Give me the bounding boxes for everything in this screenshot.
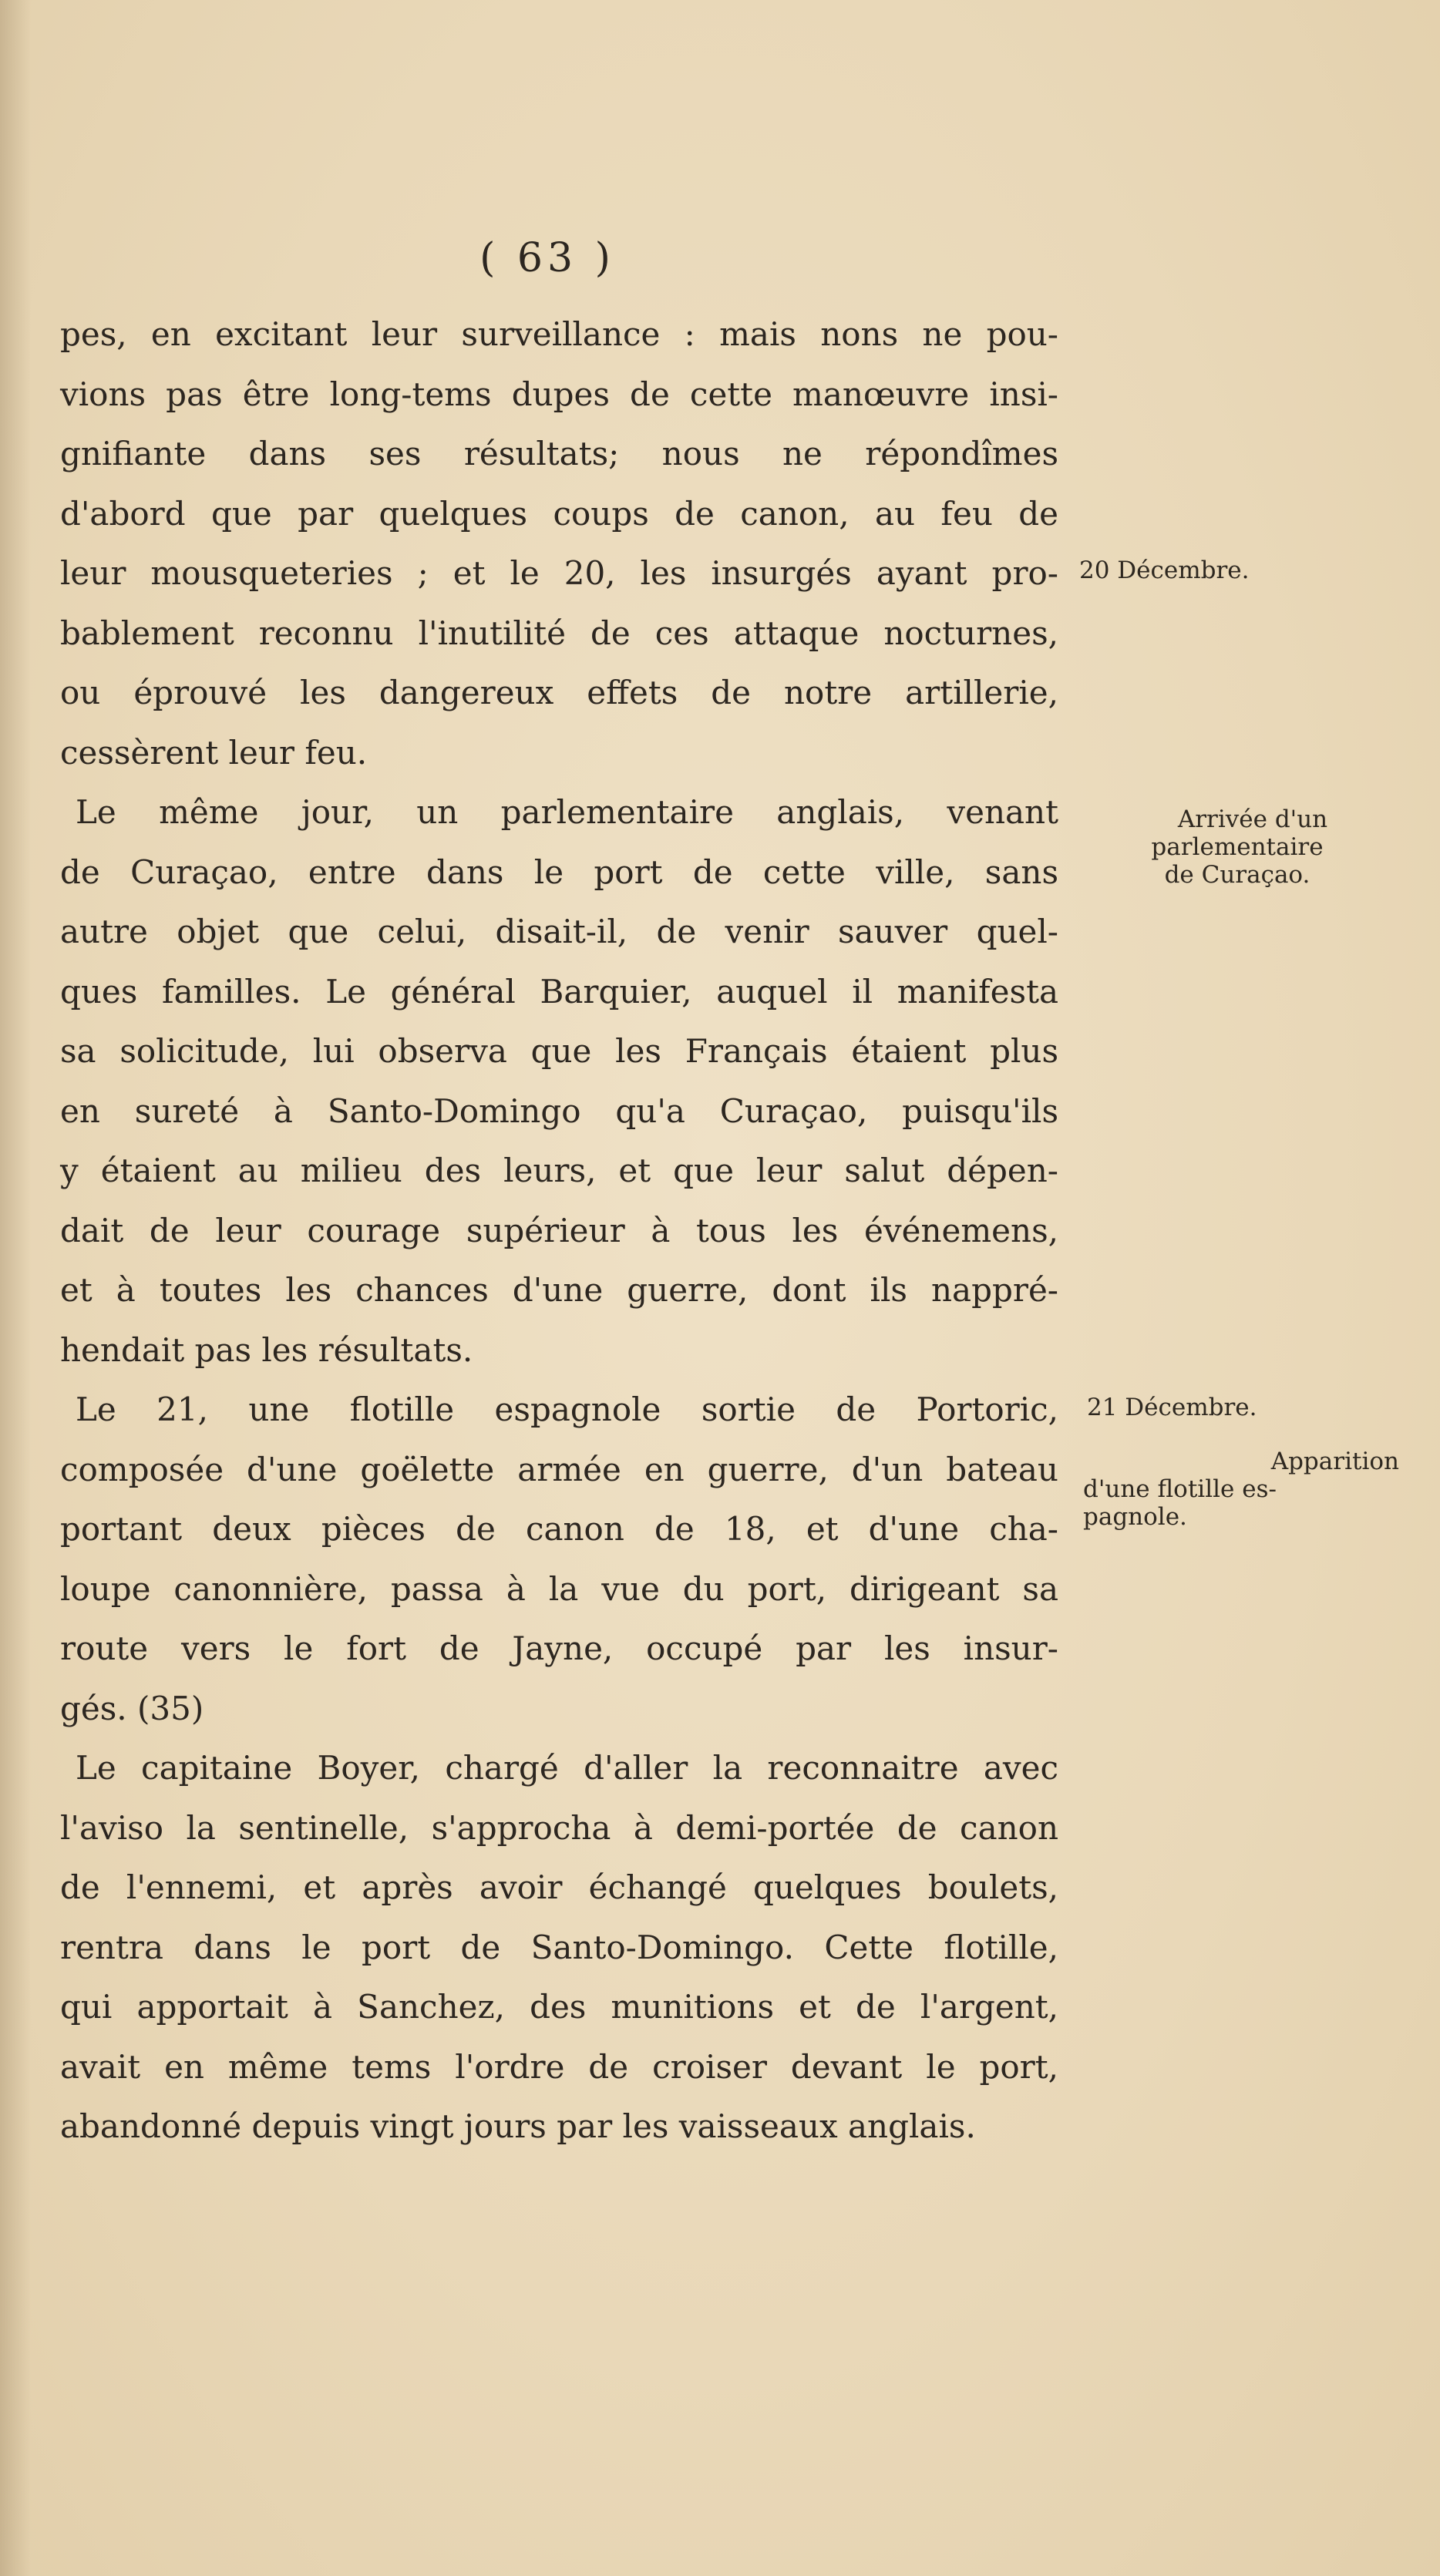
margin-note-text: de Curaçao. [1164,861,1310,889]
text-line: Le 21, une flotille espagnole sortie de Portoric, [76,1391,1058,1428]
page-number-header: ( 63 ) [479,235,615,281]
text-line: pes, en excitant leur surveillance : mais nons ne pou- [60,315,1058,353]
margin-note-arrivee [1075,805,1399,889]
text-line: composée d'une goëlette armée en guerre, d'un bateau [60,1450,1058,1488]
margin-note-date-21 [1087,1394,1411,1421]
margin-note-text: parlementaire [1151,833,1324,861]
text-line: d'abord que par quelques coups de canon, au feu de [60,494,1058,533]
margin-note-text: Apparition [1270,1448,1399,1475]
text-line: cessèrent leur feu. [60,733,368,772]
text-line: portant deux pièces de canon de 18, et d'une cha- [60,1510,1058,1548]
text-line: Le capitaine Boyer, chargé d'aller la reconnaitre avec [76,1749,1058,1787]
text-line: bablement reconnu l'inutilité de ces attaque nocturnes, [60,614,1058,652]
text-line: ou éprouvé les dangereux effets de notre artillerie, [60,674,1058,711]
text-line: y étaient au milieu des leurs, et que leur salut dépen- [60,1152,1058,1189]
margin-note-date-20 [1079,557,1403,584]
text-line: autre objet que celui, disait-il, de venir sauver quel- [60,913,1058,950]
binding-shadow [0,0,31,2576]
text-line: en sureté à Santo-Domingo qu'a Curaçao, puisqu'ils [60,1091,1058,1130]
text-line: vions pas être long-tems dupes de cette manœuvre insi- [60,375,1058,413]
text-line: Le même jour, un parlementaire anglais, venant [76,793,1058,831]
margin-note-text: Arrivée d'un [1177,805,1328,833]
margin-note-apparition [1075,1448,1399,1531]
text-line: qui apportait à Sanchez, des munitions et de l'argent, [60,1988,1058,2026]
text-line: et à toutes les chances d'une guerre, dont ils nappré- [60,1271,1058,1309]
text-line: de Curaçao, entre dans le port de cette ville, sans [60,853,1058,891]
margin-note-text: pagnole. [1083,1503,1187,1531]
text-line: hendait pas les résultats. [60,1330,473,1369]
text-line: ques familles. Le général Barquier, auquel il manifesta [60,972,1058,1011]
margin-note-text: d'une flotille es- [1083,1475,1277,1503]
text-line: sa solicitude, lui observa que les Français étaient plus [60,1032,1058,1070]
text-line: dait de leur courage supérieur à tous les événemens, [60,1211,1058,1249]
text-line: loupe canonnière, passa à la vue du port, dirigeant sa [60,1569,1058,1608]
text-line: leur mousqueteries ; et le 20, les insurgés ayant pro- [60,554,1058,592]
body-text [60,304,1058,2157]
text-line: rentra dans le port de Santo-Domingo. Cette flotille, [60,1928,1058,1966]
text-line: de l'ennemi, et après avoir échangé quelques boulets, [60,1868,1058,1906]
text-line: l'aviso la sentinelle, s'approcha à demi-portée de canon [60,1808,1058,1847]
text-line: gnifiante dans ses résultats; nous ne répondîmes [60,435,1058,472]
text-line: gés. (35) [60,1689,204,1727]
text-line: abandonné depuis vingt jours par les vaisseaux anglais. [60,2107,976,2145]
margin-note-text: 21 Décembre. [1087,1394,1257,1421]
text-line: route vers le fort de Jayne, occupé par les insur- [60,1629,1058,1667]
text-line: avait en même tems l'ordre de croiser devant le port, [60,2047,1058,2086]
margin-note-text: 20 Décembre. [1079,557,1250,584]
